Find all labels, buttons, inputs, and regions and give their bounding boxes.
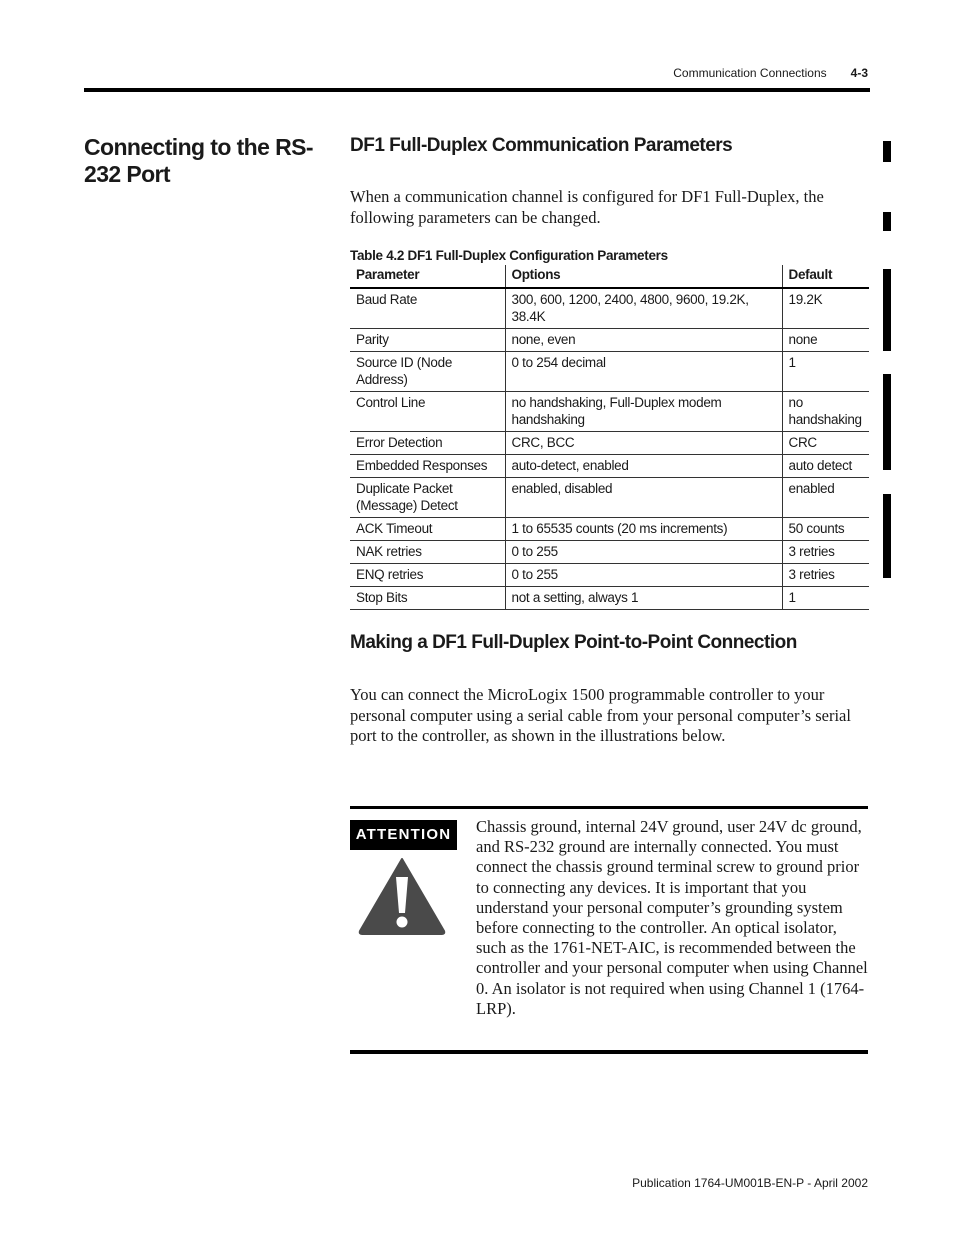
cell-default: no handshaking — [782, 392, 869, 432]
cell-options: none, even — [505, 329, 782, 352]
cell-default: 1 — [782, 587, 869, 610]
cell-parameter: NAK retries — [350, 541, 505, 564]
cell-default: enabled — [782, 478, 869, 518]
table-row — [350, 518, 869, 541]
cell-options: 1 to 65535 counts (20 ms increments) — [505, 518, 782, 541]
page-number: 4-3 — [850, 66, 868, 80]
change-bar — [883, 141, 891, 162]
table-row — [350, 455, 869, 478]
cell-options: 0 to 255 — [505, 541, 782, 564]
cell-options: enabled, disabled — [505, 478, 782, 518]
table-row — [350, 392, 869, 432]
cell-default: 3 retries — [782, 541, 869, 564]
cell-options: 300, 600, 1200, 2400, 4800, 9600, 19.2K, 38.4K — [505, 288, 782, 329]
cell-options: 0 to 255 — [505, 564, 782, 587]
change-bar — [883, 374, 891, 470]
cell-parameter: Control Line — [350, 392, 505, 432]
cell-parameter: Duplicate Packet (Message) Detect — [350, 478, 505, 518]
cell-default: none — [782, 329, 869, 352]
change-bar — [883, 212, 891, 231]
column-header-parameter: Parameter — [350, 265, 505, 288]
cell-parameter: Stop Bits — [350, 587, 505, 610]
table-row — [350, 288, 869, 329]
attention-text: Chassis ground, internal 24V ground, user 24V dc ground, and RS-232 ground are internally connected. You must connect the chassis ground terminal screw to ground prior to connecting any devices. It is important that you understand your personal computer’s grounding system before connecting to the controller. An optical isolator, such as the 1761-NET-AIC, is recommended between the controller and your personal computer when using Channel 0. An isolator is not required when using Channel 1 (1764-LRP). — [476, 817, 868, 1018]
attention-label: ATTENTION — [350, 820, 457, 850]
column-header-options: Options — [505, 265, 782, 288]
cell-default: auto detect — [782, 455, 869, 478]
point-to-point-body: You can connect the MicroLogix 1500 programmable controller to your personal computer using a serial cable from your personal computer’s serial port to the controller, as shown in the illustrations below. — [350, 685, 851, 745]
change-bar — [883, 269, 891, 351]
cell-options: auto-detect, enabled — [505, 455, 782, 478]
cell-default: 50 counts — [782, 518, 869, 541]
cell-parameter: Embedded Responses — [350, 455, 505, 478]
cell-default: 19.2K — [782, 288, 869, 329]
cell-parameter: Parity — [350, 329, 505, 352]
table-row — [350, 352, 869, 392]
attention-rule-bottom — [350, 1050, 868, 1054]
cell-default: 3 retries — [782, 564, 869, 587]
table-header-row — [350, 265, 869, 288]
table-row — [350, 541, 869, 564]
table-row — [350, 564, 869, 587]
df1-params-intro: When a communication channel is configured for DF1 Full-Duplex, the following parameters can be changed. — [350, 187, 824, 227]
section-title: Connecting to the RS-232 Port — [84, 134, 313, 187]
running-title: Communication Connections — [673, 66, 827, 80]
df1-params-heading: DF1 Full-Duplex Communication Parameters — [350, 135, 733, 156]
change-bar — [883, 494, 891, 578]
table-row — [350, 432, 869, 455]
table-row — [350, 478, 869, 518]
table-row — [350, 329, 869, 352]
cell-default: CRC — [782, 432, 869, 455]
header-rule — [84, 88, 870, 92]
column-header-default: Default — [782, 265, 869, 288]
attention-rule-top — [350, 806, 868, 809]
cell-parameter: ACK Timeout — [350, 518, 505, 541]
config-parameters-table — [350, 265, 869, 610]
cell-parameter: Baud Rate — [350, 288, 505, 329]
running-header — [673, 66, 868, 80]
cell-options: CRC, BCC — [505, 432, 782, 455]
cell-options: no handshaking, Full-Duplex modem handshaking — [505, 392, 782, 432]
cell-options: 0 to 254 decimal — [505, 352, 782, 392]
cell-parameter: Source ID (Node Address) — [350, 352, 505, 392]
cell-parameter: Error Detection — [350, 432, 505, 455]
cell-default: 1 — [782, 352, 869, 392]
cell-parameter: ENQ retries — [350, 564, 505, 587]
cell-options: not a setting, always 1 — [505, 587, 782, 610]
table-caption: Table 4.2 DF1 Full-Duplex Configuration Parameters — [350, 248, 668, 263]
point-to-point-heading: Making a DF1 Full-Duplex Point-to-Point Connection — [350, 632, 797, 653]
warning-triangle-icon — [357, 855, 447, 935]
table-row — [350, 587, 869, 610]
publication-footer: Publication 1764-UM001B-EN-P - April 2002 — [632, 1176, 868, 1190]
